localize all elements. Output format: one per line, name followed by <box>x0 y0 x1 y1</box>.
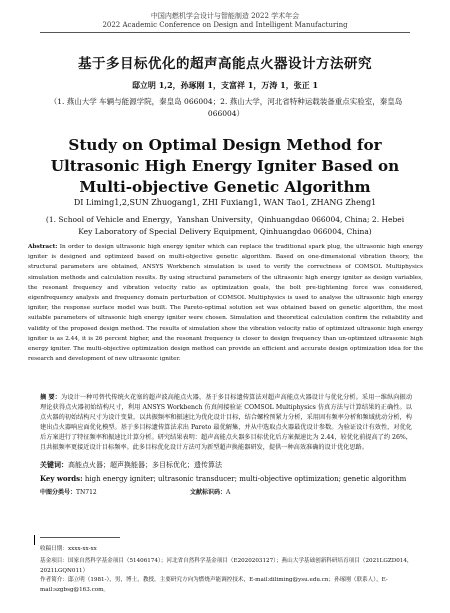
clc-label: 中图分类号： <box>40 489 77 496</box>
english-keywords <box>40 474 412 483</box>
english-affiliation: (1. School of Vehicle and Energy，Yanshan University，Qinhuangdao 066004, China; 2. Hebei Key Laboratory of Special Delivery Equipment, Qinhuangdao 066004, China) <box>45 215 405 236</box>
cn-abstract-label: 摘 要： <box>40 394 62 401</box>
cn-keywords-text: 高能点火器；超声换能器；多目标优化；遗传算法 <box>68 461 222 469</box>
chinese-abstract <box>40 393 412 454</box>
en-keywords-label: Key words: <box>40 474 83 483</box>
footnote-rule <box>40 537 120 538</box>
cn-abstract-text: 为设计一种可替代传统火花塞的超声波高能点火器，基于多目标遗传算法对超声高能点火器设计与优化分析。采用一维纵向振动理论获得点火器初始结构尺寸，利用 ANSYS Workbench 仿真间接验证 COMSOL Multiphysics 仿真方法与计算结果的正确性。以点火器的初始结构尺寸为设计变量，以共振频率和振速比为优化设计目标，结合螺栓预紧力分析，采用固有频率分析和频域扰动分析，构建出点火器响应面优化模型。基于多目标遗传算法求出 Pareto 最优解集，并从中选取点火器最优设计参数。为验证设计有效性，对优化后方案进行了特征频率和振速比计算分析。研究结果表明：超声高能点火器多目标优化后方案振速比为 2.44，较优化前提高了约 26%，且共振频率更接近设计目标频率。此多目标优化设计方法可为新型超声换能器研发，提供一种高效准确的设计优化思路。 <box>40 394 413 452</box>
text-cursor <box>34 535 35 545</box>
header-rule <box>40 32 410 33</box>
footnote-received: 收稿日期：xxxx-xx-xx <box>40 546 97 552</box>
en-keywords-text: high energy igniter; ultrasonic transducer; multi-objective optimization; genetic algorithm <box>82 475 407 483</box>
cn-keywords-label: 关键词： <box>40 460 68 469</box>
classification-line <box>40 487 412 496</box>
chinese-affiliation: （1. 燕山大学 车辆与能源学院，秦皇岛 066004；2. 燕山大学，河北省特种运载装备重点实验室，秦皇岛 066004） <box>49 97 403 118</box>
chinese-title: 基于多目标优化的超声高能点火器设计方法研究 <box>78 56 372 72</box>
english-authors: DI Liming1,2,SUN Zhuogang1, ZHI Fuxiang1, WAN Tao1, ZHANG Zheng1 <box>73 198 377 207</box>
clc-value: TN712 <box>76 489 97 496</box>
footnote-author: 作者简介：邸立明（1981-），男，博士，教授，主要研究方向为燃烧声能调控技术，E-mail:diliming@ysu.edu.cn；孙琢刚（联系人），E-mail:szgbsg@163.com。 <box>40 577 388 593</box>
english-title: Study on Optimal Design Method for Ultrasonic High Energy Igniter Based on Multi-objective Genetic Algorithm <box>50 136 400 196</box>
chinese-keywords <box>40 460 412 470</box>
running-header-en: 2022 Academic Conference on Design and Intelligent Manufacturing <box>102 21 348 29</box>
footnote-funding: 基金项目：国家自然科学基金项目（51406174）；河北省自然科学基金项目（E2020203127）；燕山大学基础创新科研培育项目（2021LGZD014，2021LGQN011） <box>40 558 413 574</box>
doc-code-value: A <box>226 489 231 496</box>
running-header-cn: 中国内燃机学会设计与智能制造 2022 学术年会 <box>150 12 300 20</box>
chinese-authors: 邸立明 1,2，孙琢刚 1，支富祥 1，万涛 1，张正 1 <box>131 80 319 90</box>
doc-code-label: 文献标识码： <box>190 489 227 496</box>
english-abstract <box>28 242 423 364</box>
abstract-text: In order to design ultrasonic high energy igniter which can replace the traditional spark plug, the ultrasonic high energy igniter is designed and optimized based on multi-objective genetic algorithm. Based on one-dimensional vibration theory, the structural parameters are obtained, ANSYS Workbench simulation is used to verify the correctness of COMSOL Multiphysics simulation methods and calculation results. By using structural parameters of the ultrasonic high energy igniter as design variables, the resonant frequency and vibration velocity ratio as optimization goals, the bolt pre-tightening force was considered, eigenfrequency analysis and frequency domain perturbation of COMSOL Multiphysics is used to analyse the ultrasonic high energy igniter, the response surface model was built. The Pareto-optimal solution set was obtained based on genetic algorithm, the most suitable parameters of ultrasonic high energy igniter were chosen. Simulation and theoretical calculation confirm the reliability and validity of the proposed design method. The results of simulation show the vibration velocity ratio of optimized ultrasonic high energy igniter is as 2.44, it is 26 percent higher, and the resonant frequency is closer to design frequency than un-optimized ultrasonic high energy igniter. The multi-objective optimization design method can provide an efficient and accurate design optimization idea for the research and development of new ultrasonic igniter. <box>28 244 423 363</box>
abstract-label: Abstract: <box>28 244 58 250</box>
